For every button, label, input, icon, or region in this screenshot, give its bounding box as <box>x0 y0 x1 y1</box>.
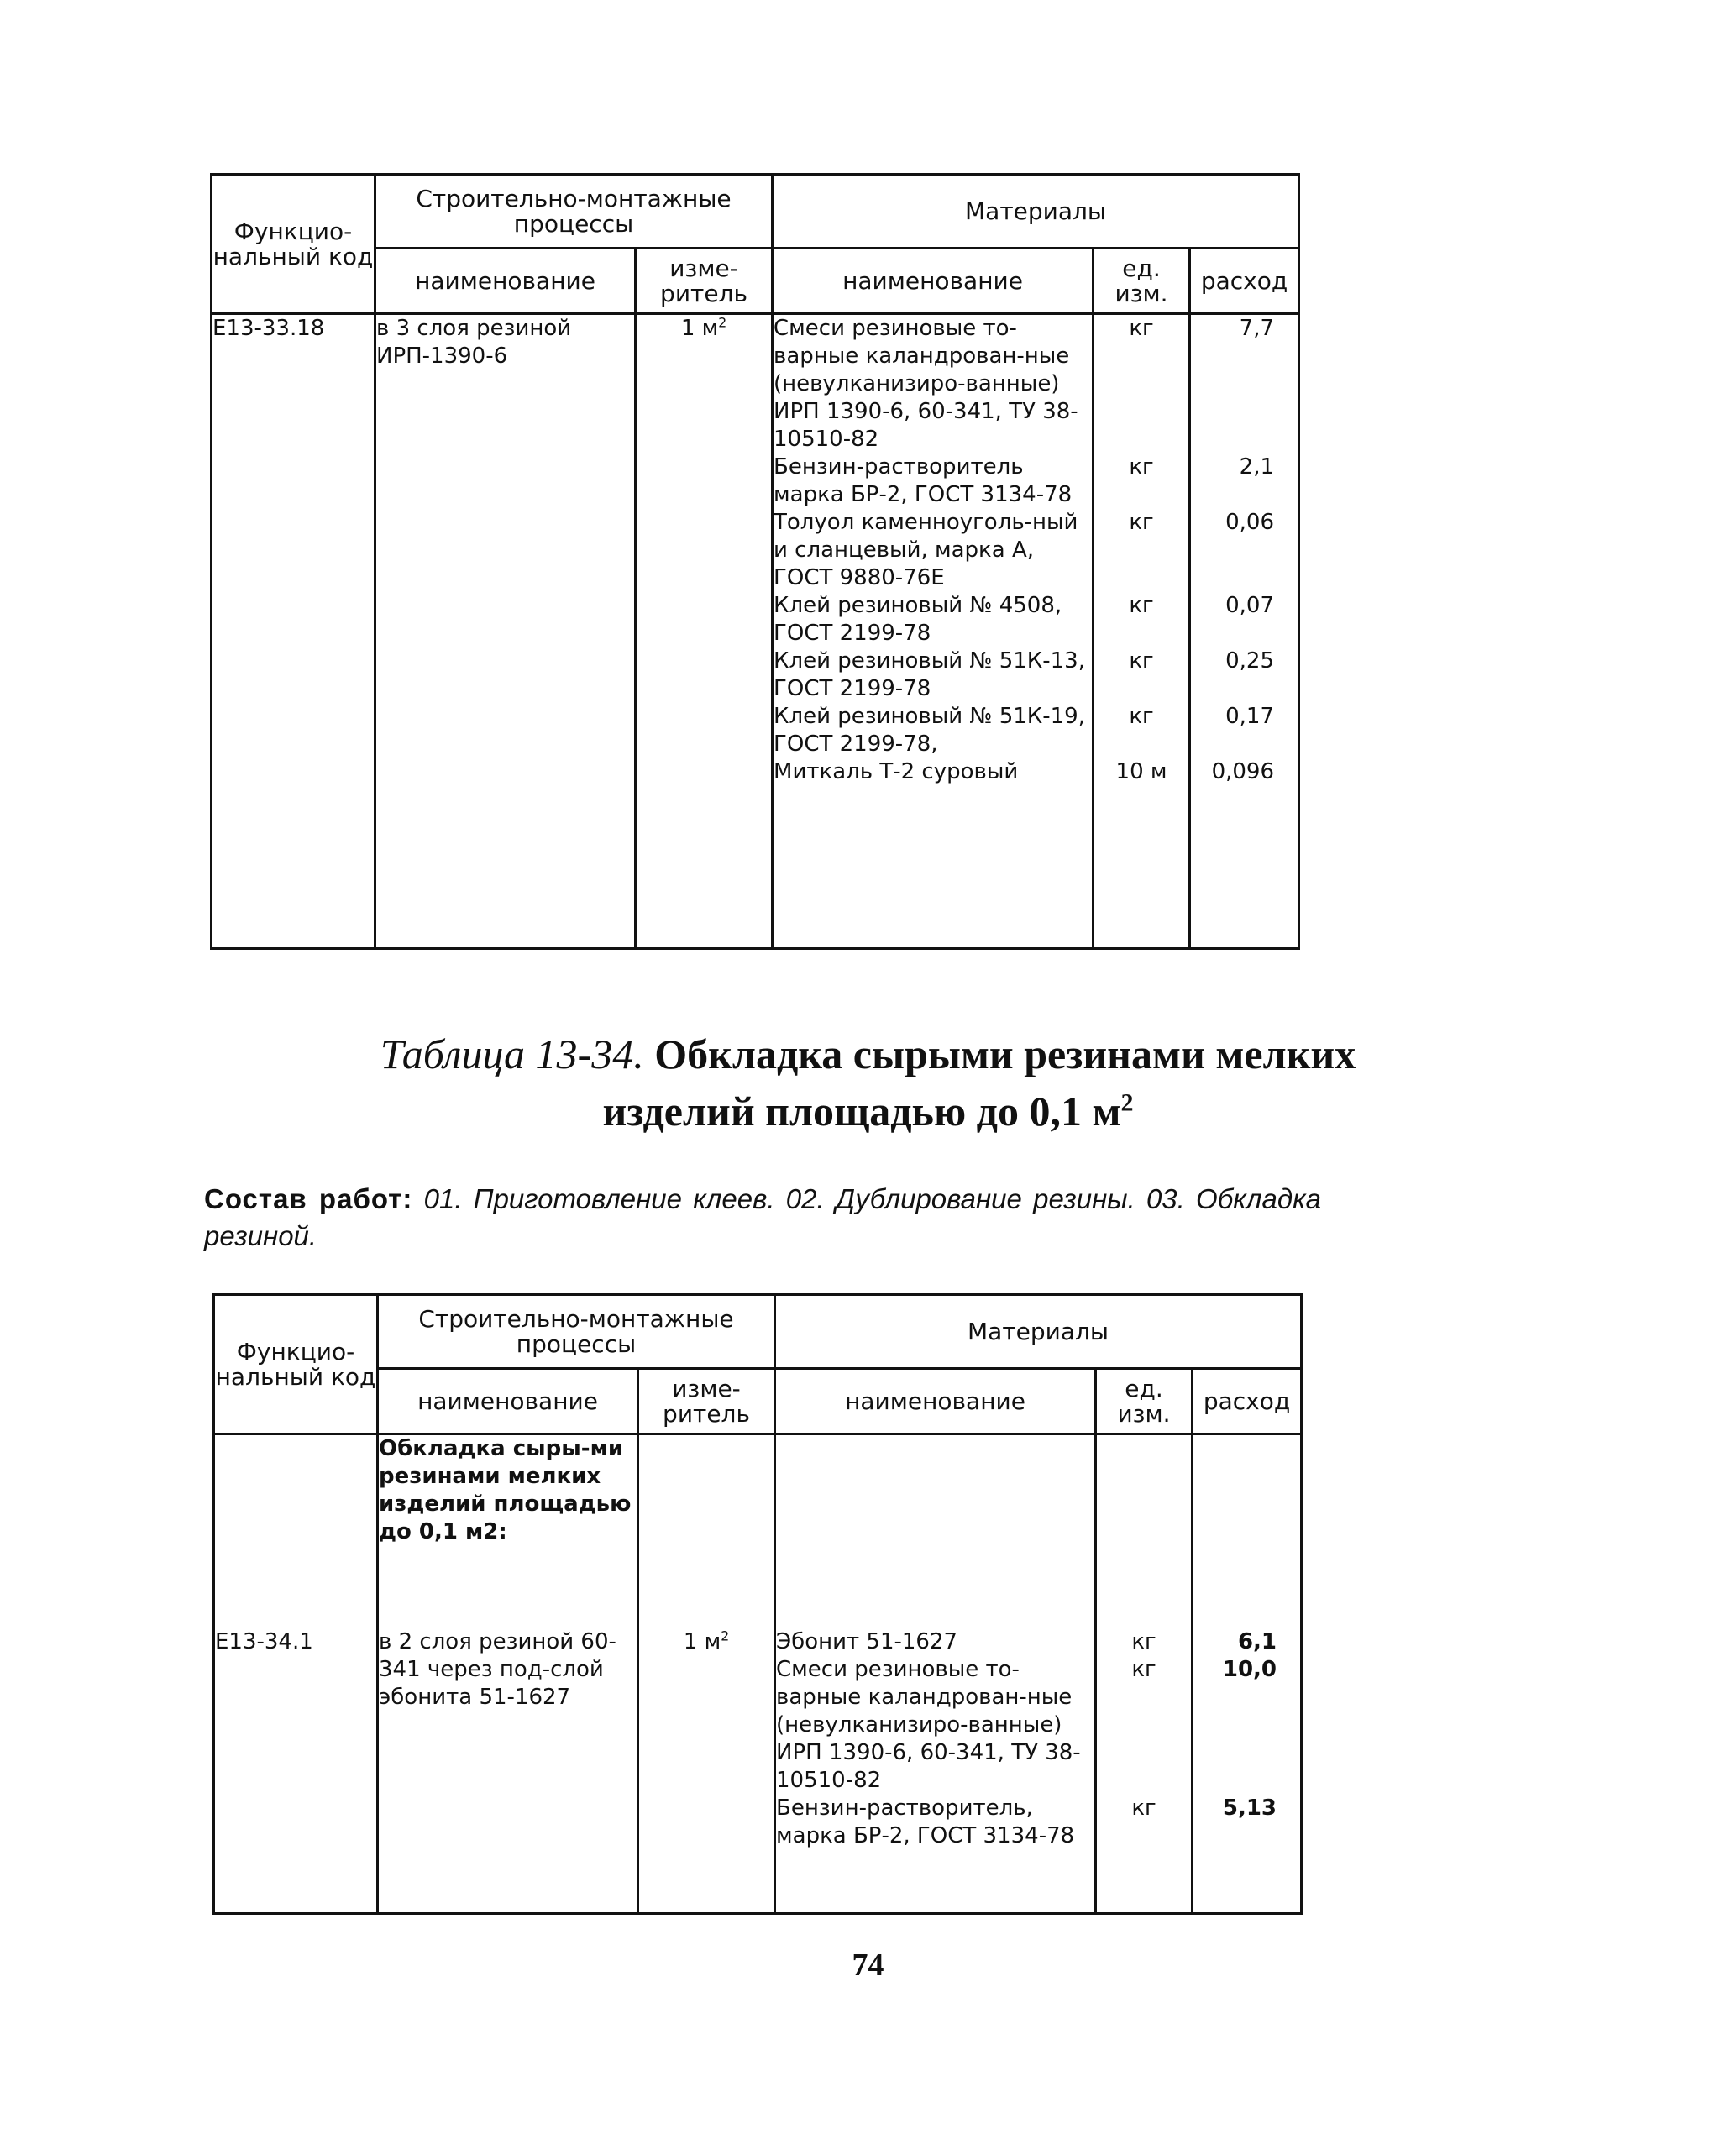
materials-table-13-33 <box>210 173 1300 950</box>
material-name: Клей резиновый № 51К-13, ГОСТ 2199-78 <box>774 648 1085 701</box>
process-cell: Обкладка сыры-ми резинами мелких изделий площадью до 0,1 м2: в 2 слоя резиной 60-341 через под-слой эбонита 51-1627 <box>378 1434 638 1914</box>
header-consumption: расход <box>1190 249 1299 314</box>
table-title: Таблица 13-34. Обкладка сырыми резинами мелких <box>380 1030 1356 1077</box>
material-unit: кг <box>1131 1795 1156 1821</box>
header-process-name: наименование <box>375 249 636 314</box>
header-processes: Строительно-монтажные процессы <box>378 1295 775 1369</box>
code-cell: Е13-33.18 <box>212 314 375 949</box>
material-unit: кг <box>1129 454 1154 480</box>
material-values <box>1193 1434 1302 1914</box>
material-name: Бензин-растворитель марка БР-2, ГОСТ 3134-78 <box>774 454 1073 507</box>
material-name: Смеси резиновые то-варные каландрован-ные (невулканизиро-ванные) ИРП 1390-6, 60-341, ТУ 38-10510-82 <box>774 316 1078 452</box>
header-code: Функцио-нальный код <box>212 175 375 314</box>
material-unit: кг <box>1129 593 1154 618</box>
material-value: 2,1 <box>1239 454 1275 480</box>
material-names <box>775 1434 1096 1914</box>
header-material-name: наименование <box>775 1369 1096 1434</box>
section-heading: Обкладка сыры-ми резинами мелких изделий площадью до 0,1 м2: <box>379 1436 632 1544</box>
material-value: 7,7 <box>1239 316 1275 341</box>
process-cell: в 3 слоя резиной ИРП-1390-6 <box>375 314 636 949</box>
material-units <box>1096 1434 1193 1914</box>
material-name: Клей резиновый № 51К-19, ГОСТ 2199-78, <box>774 704 1085 757</box>
material-name: Бензин-растворитель, марка БР-2, ГОСТ 3134-78 <box>776 1795 1075 1848</box>
header-meter: изме-ритель <box>638 1369 775 1434</box>
material-value: 0,17 <box>1225 704 1275 729</box>
material-value: 10,0 <box>1222 1657 1277 1682</box>
page-number: 74 <box>852 1947 884 1983</box>
material-unit: кг <box>1131 1629 1156 1654</box>
header-processes: Строительно-монтажные процессы <box>375 175 773 249</box>
header-materials: Материалы <box>775 1295 1302 1369</box>
material-unit: 10 м <box>1115 759 1167 784</box>
header-code: Функцио-нальный код <box>214 1295 378 1434</box>
material-unit: кг <box>1129 510 1154 535</box>
material-value: 0,06 <box>1225 510 1275 535</box>
material-value: 0,096 <box>1211 759 1275 784</box>
meter-cell: 1 $м^2$ <box>636 314 773 949</box>
material-unit: кг <box>1129 704 1154 729</box>
header-materials: Материалы <box>773 175 1299 249</box>
material-name: Миткаль Т-2 суровый <box>774 759 1019 784</box>
material-value: 5,13 <box>1222 1795 1277 1821</box>
header-process-name: наименование <box>378 1369 638 1434</box>
material-value: 0,25 <box>1225 648 1275 674</box>
header-unit: ед. изм. <box>1094 249 1190 314</box>
material-names <box>773 314 1094 949</box>
material-values <box>1190 314 1299 949</box>
material-name: Смеси резиновые то-варные каландрован-ные (невулканизиро-ванные) ИРП 1390-6, 60-341, ТУ 38-10510-82 <box>776 1657 1081 1793</box>
meter-cell: 1 $м^2$ <box>638 1434 775 1914</box>
header-meter: изме-ритель <box>636 249 773 314</box>
material-name: Эбонит 51-1627 <box>776 1629 958 1654</box>
header-unit: ед. изм. <box>1096 1369 1193 1434</box>
material-name: Толуол каменноуголь-ный и сланцевый, марка А, ГОСТ 9880-76Е <box>774 510 1078 590</box>
table-title-line2: изделий площадью до 0,1 $м^2$ <box>602 1088 1134 1135</box>
material-units <box>1094 314 1190 949</box>
code-cell: Е13-34.1 <box>214 1434 378 1914</box>
work-composition: Состав работ: 01. Приготовление клеев. 02. Дублирование резины. 03. Обкладка резиной. <box>204 1183 1321 1251</box>
material-unit: кг <box>1129 316 1154 341</box>
material-value: 6,1 <box>1237 1629 1277 1654</box>
material-name: Клей резиновый № 4508, ГОСТ 2199-78 <box>774 593 1062 646</box>
material-unit: кг <box>1131 1657 1156 1682</box>
materials-table-13-34 <box>212 1293 1303 1915</box>
material-unit: кг <box>1129 648 1154 674</box>
header-consumption: расход <box>1193 1369 1302 1434</box>
header-material-name: наименование <box>773 249 1094 314</box>
material-value: 0,07 <box>1225 593 1275 618</box>
